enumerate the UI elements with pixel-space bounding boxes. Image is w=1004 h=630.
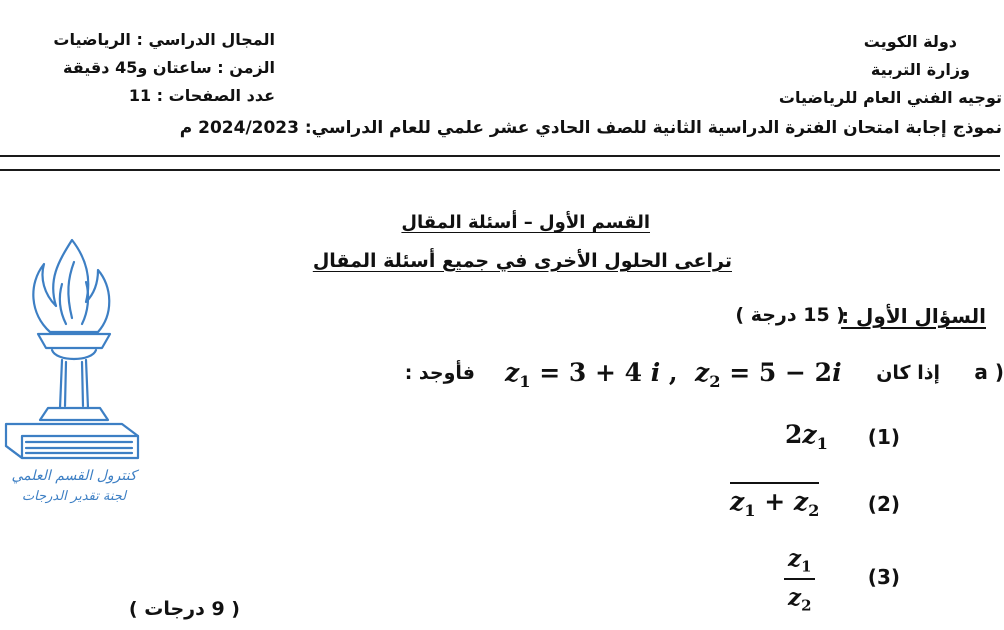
stamp-line-2: لجنة تقدير الدرجات — [21, 489, 127, 504]
section-title: القسم الأول – أسئلة المقال — [401, 212, 650, 233]
item-1-number: (1) — [867, 425, 900, 449]
question1-label: السؤال الأول : — [841, 304, 986, 328]
find-text: فأوجد : — [404, 362, 475, 384]
header-ministry-state: دولة الكويت — [863, 32, 957, 51]
part-a-label: ( a — [974, 360, 1004, 384]
item-3-number: (3) — [867, 565, 900, 589]
header-divider-bottom — [0, 169, 1000, 171]
torch-stamp-icon — [0, 222, 150, 507]
header-page-count: عدد الصفحات : 11 — [128, 86, 275, 105]
item-2-number: (2) — [867, 492, 900, 516]
header-ministry-education: وزارة التربية — [870, 60, 970, 79]
header-divider-top — [0, 155, 1000, 157]
exam-title: نموذج إجابة امتحان الفترة الدراسية الثانية للصف الحادي عشر علمي للعام الدراسي: 2024/2023 م — [179, 118, 1002, 138]
header-math-supervision: توجيه الفني العام للرياضيات — [778, 88, 1002, 107]
header-duration: الزمن : ساعتان و45 دقيقة — [63, 58, 275, 77]
question1-marks: ( 15 درجة ) — [735, 304, 845, 326]
subpart-marks: ( 9 درجات ) — [128, 598, 240, 620]
item-1-expression: $2z_1$ — [785, 420, 828, 453]
section-note: تراعى الحلول الأخرى في جميع أسئلة المقال — [312, 250, 732, 272]
header-subject: المجال الدراسي : الرياضيات — [53, 30, 275, 49]
item-2-expression: $z_1 + z_2$ — [730, 482, 819, 520]
given-complex-numbers: $z_1 = 3 + 4$ i , $z_2 = 5 - 2i$ — [505, 358, 842, 391]
if-text: إذا كان — [876, 362, 940, 384]
item-3-expression: $\frac{z_1}{z_2}$ — [784, 545, 815, 614]
stamp-line-1: كنترول القسم العلمي — [11, 468, 137, 484]
